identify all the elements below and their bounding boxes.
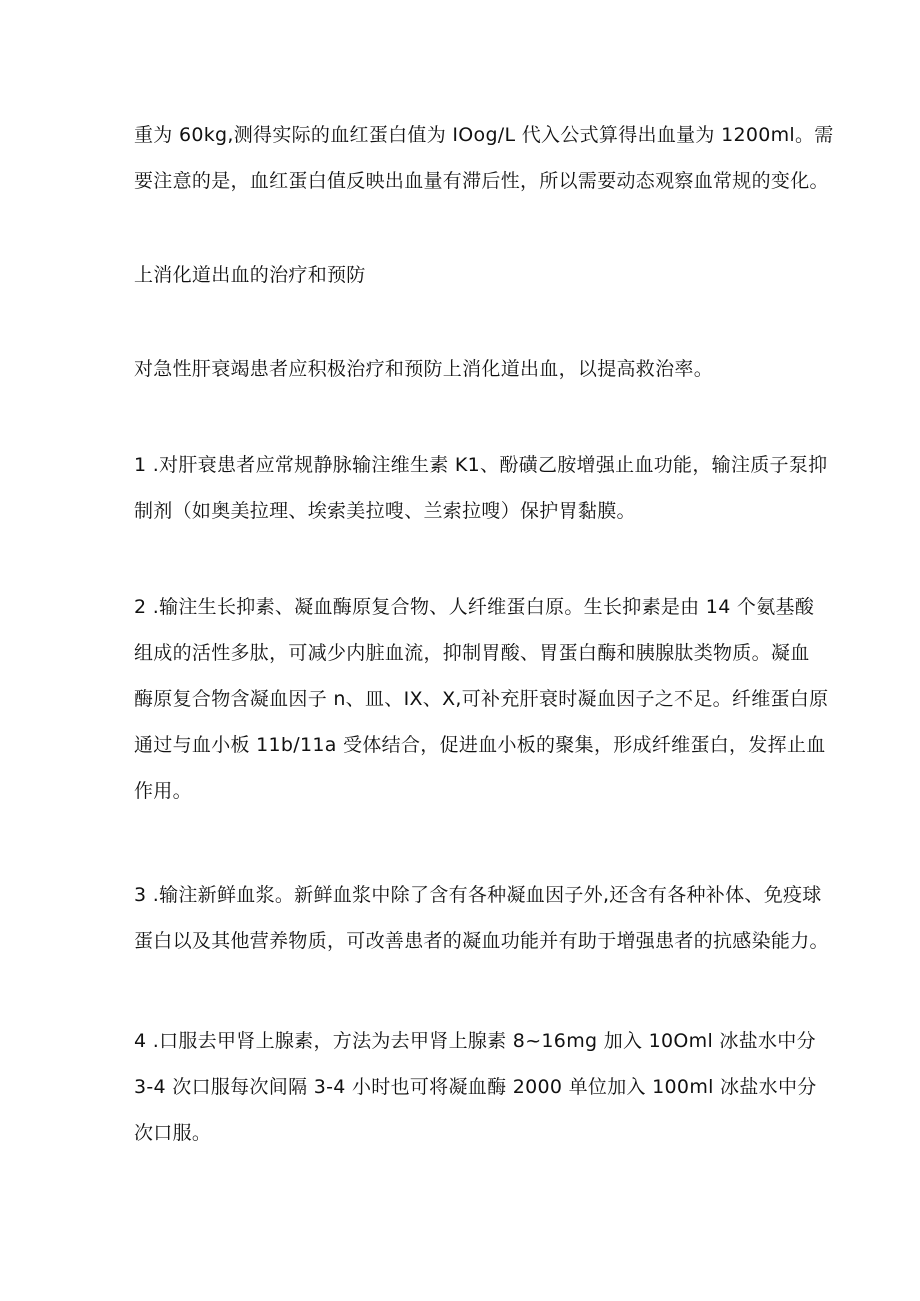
- list-item-4: [134, 1018, 817, 1156]
- paragraph-blood-loss-calc: [134, 112, 834, 204]
- text-line: 要注意的是，血红蛋白值反映出血量有滞后性，所以需要动态观察血常规的变化。: [134, 170, 829, 192]
- list-item-1: [134, 442, 828, 534]
- text-line: 3 .输注新鲜血浆。新鲜血浆中除了含有各种凝血因子外,还含有各种补体、免疫球: [134, 884, 822, 906]
- list-item-2: [134, 584, 829, 814]
- text-line: 作用。: [134, 780, 192, 802]
- text-line: 制剂（如奥美拉理、埃索美拉嗖、兰索拉嗖）保护胃黏膜。: [134, 500, 636, 522]
- text-line: 次口服。: [134, 1122, 212, 1144]
- list-item-3: [134, 872, 829, 964]
- text-line: 组成的活性多肽，可减少内脏血流，抑制胃酸、胃蛋白酶和胰腺肽类物质。凝血: [134, 642, 810, 664]
- text-line: 2 .输注生长抑素、凝血酶原复合物、人纤维蛋白原。生长抑素是由 14 个氨基酸: [134, 596, 815, 618]
- text-line: 4 .口服去甲肾上腺素，方法为去甲肾上腺素 8~16mg 加入 10Oml 冰盐水中分: [134, 1030, 816, 1052]
- text-line: 重为 60kg,测得实际的血红蛋白值为 IOog/L 代入公式算得出血量为 1200ml。需: [134, 124, 834, 146]
- text-line: 对急性肝衰竭患者应积极治疗和预防上消化道出血，以提高救治率。: [134, 358, 714, 380]
- paragraph-intro: [134, 346, 814, 392]
- section-heading: [134, 252, 814, 298]
- text-line: 通过与血小板 11b∕11a 受体结合，促进血小板的聚集，形成纤维蛋白，发挥止血: [134, 734, 826, 756]
- text-line: 蛋白以及其他营养物质，可改善患者的凝血功能并有助于增强患者的抗感染能力。: [134, 930, 829, 952]
- text-line: 3-4 次口服每次间隔 3-4 小时也可将凝血酶 2000 单位加入 100ml 冰盐水中分: [134, 1076, 817, 1098]
- text-line: 酶原复合物含凝血因子 n、皿、IX、X,可补充肝衰时凝血因子之不足。纤维蛋白原: [134, 688, 829, 710]
- heading-text: 上消化道出血的治疗和预防: [134, 264, 366, 286]
- text-line: 1 .对肝衰患者应常规静脉输注维生素 K1、酚磺乙胺增强止血功能，输注质子泵抑: [134, 454, 828, 476]
